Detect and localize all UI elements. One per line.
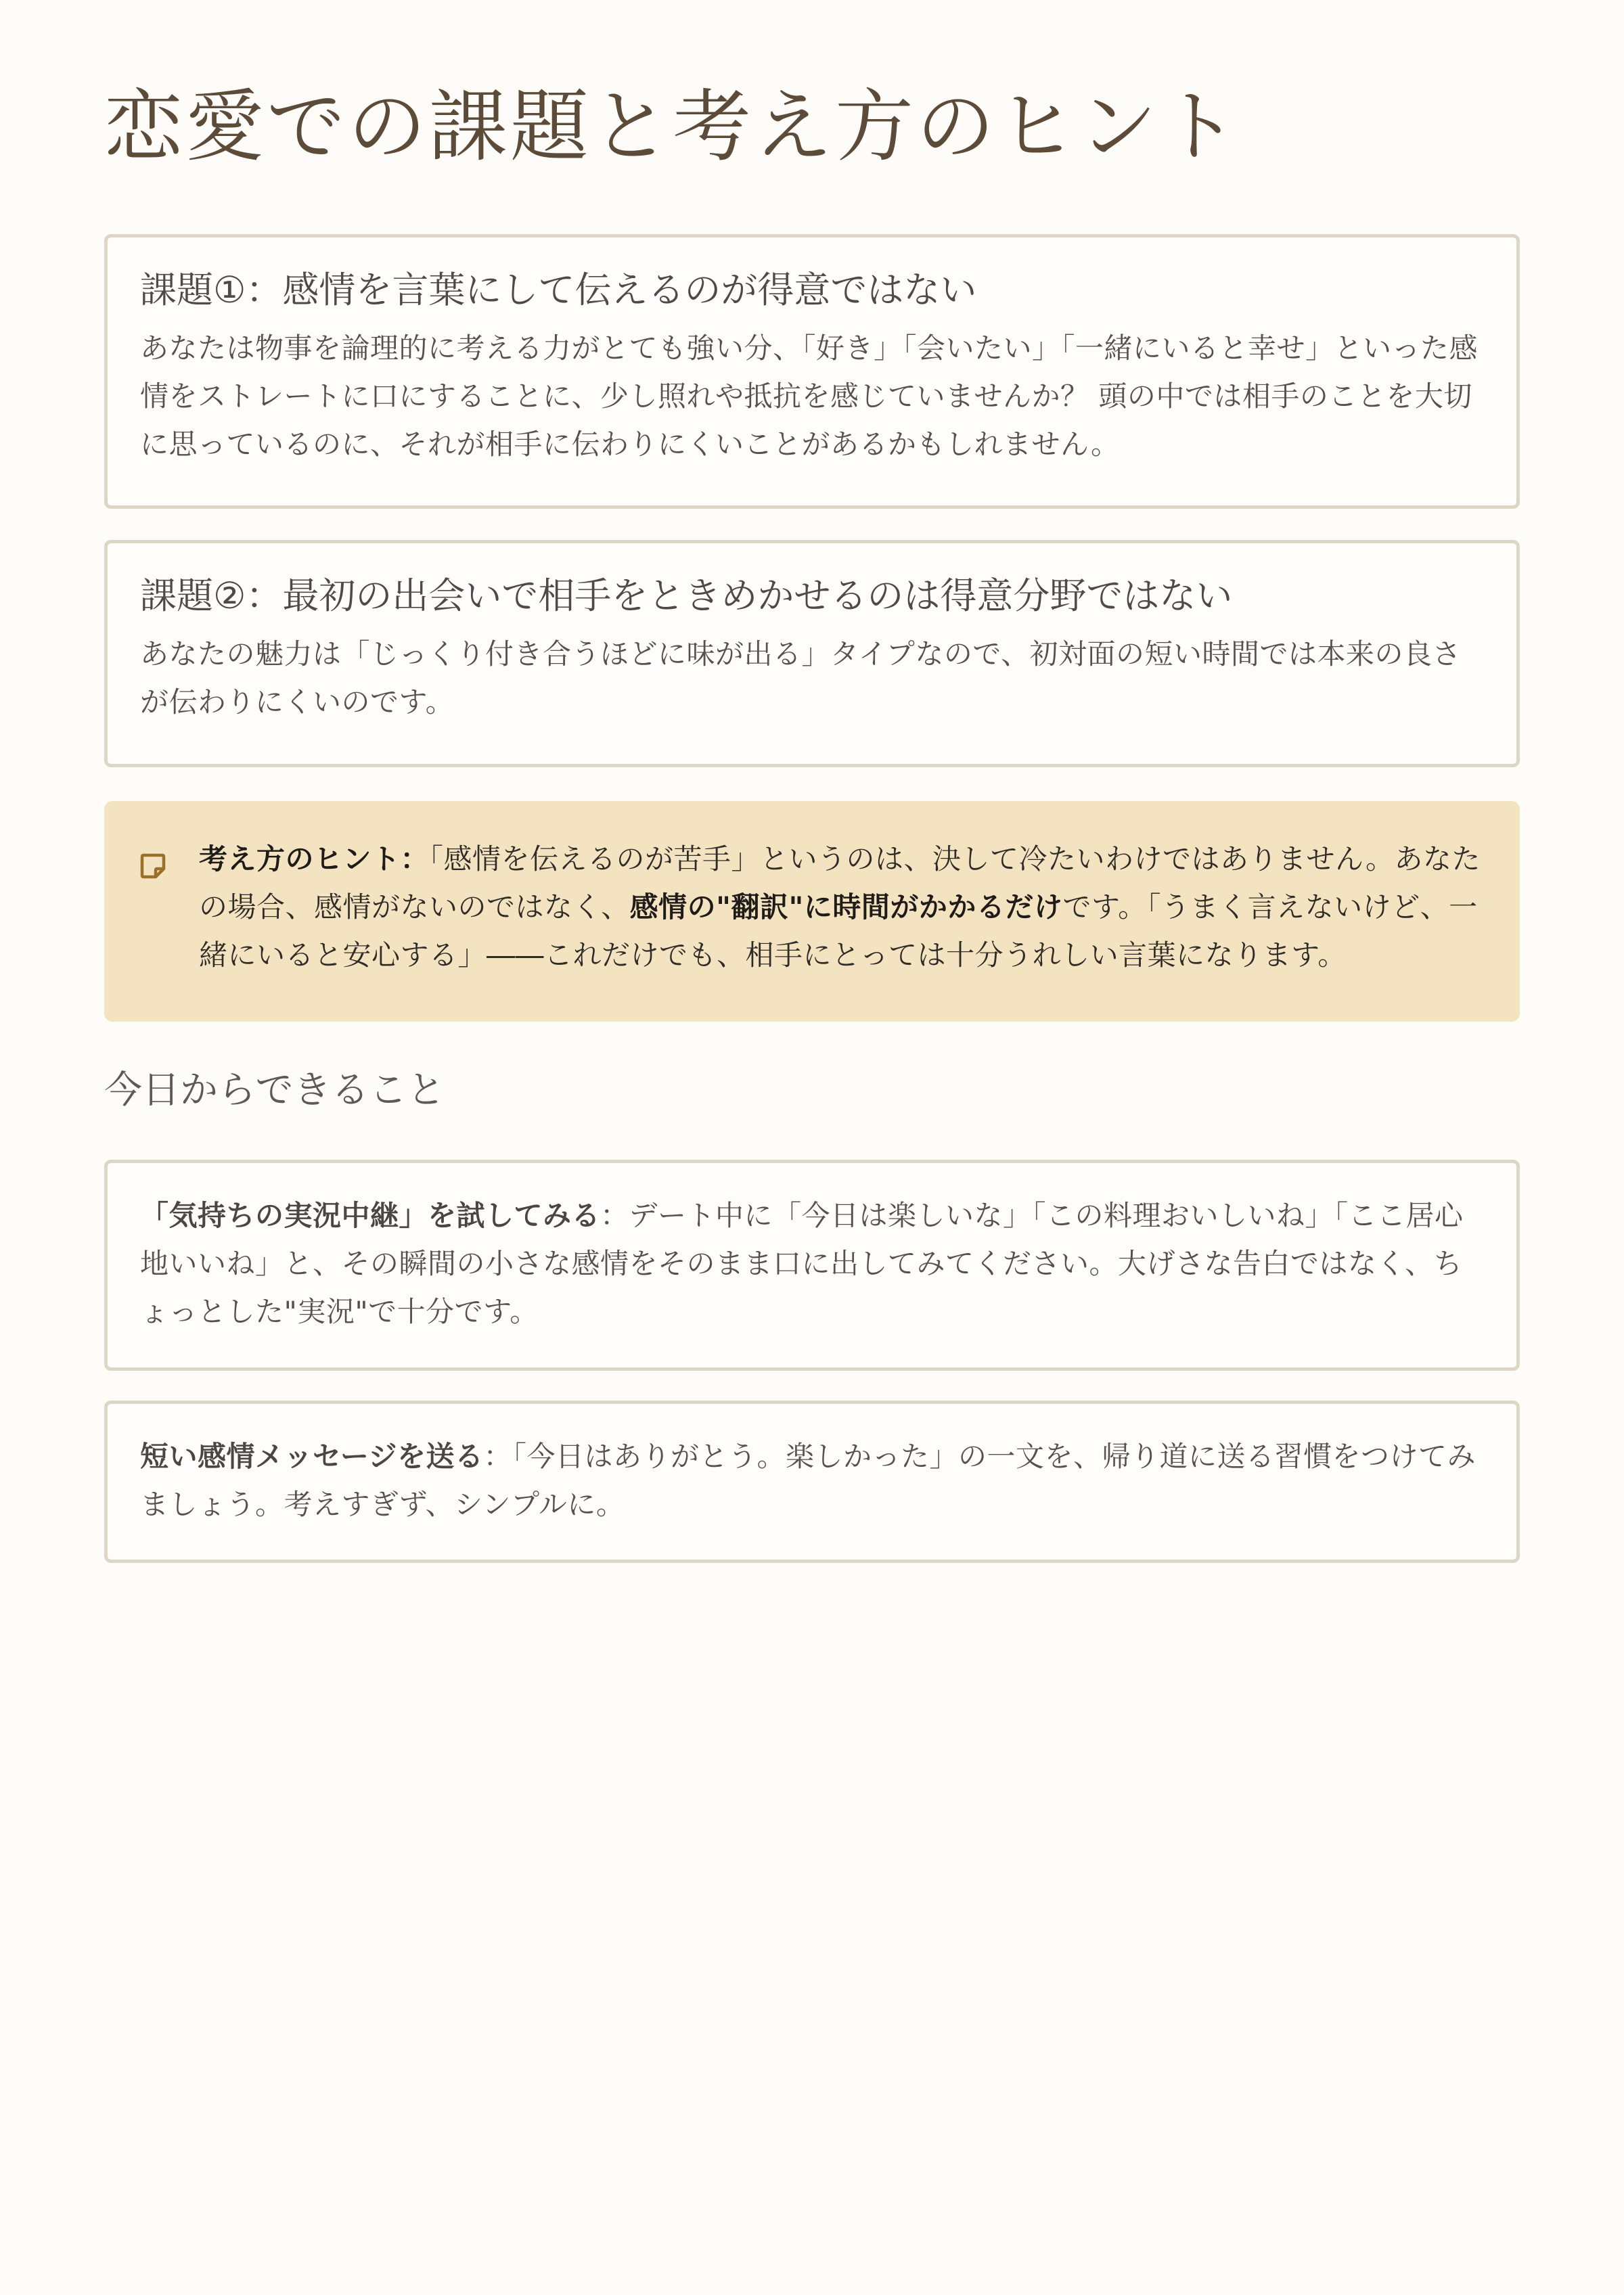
issue-card-1 (104, 234, 1520, 509)
action-card-1 (104, 1160, 1520, 1371)
hint-emphasis: 感情の"翻訳"に時間がかかるだけ (629, 890, 1063, 924)
action-label: 短い感情メッセージを送る (140, 1440, 484, 1473)
action-description: 「今日はありがとう。楽しかった」の一文を、帰り道に送る習慣をつけてみましょう。考えすぎず、シンプルに。 (140, 1440, 1476, 1521)
action-separator: ： (483, 1440, 512, 1473)
note-icon (139, 853, 166, 880)
hint-label: 考え方のヒント： (199, 842, 430, 876)
issue-body: あなたの魅力は「じっくり付き合うほどに味が出る」タイプなので、初対面の短い時間では本来の良さが伝わりにくいのです。 (140, 637, 1462, 719)
issue-body: あなたは物事を論理的に考える力がとても強い分、「好き」「会いたい」「一緒にいると幸せ」といった感情をストレートに口にすることに、少し照れや抵抗を感じていませんか？ 頭の中では相手のことを大切に思っているのに、それが相手に伝わりにくいことがあるかもしれません。 (140, 332, 1479, 461)
hint-text-part: です。「うまく言えないけど、一緒にいると安心する」――これだけでも、相手にとっては十分うれしい言葉になります。 (199, 890, 1478, 972)
action-text (140, 1191, 1484, 1336)
action-card-2 (104, 1401, 1520, 1563)
issue-card-2 (104, 540, 1520, 767)
hint-callout (104, 801, 1520, 1022)
hint-text-part: 「感情を伝えるのが苦手」というのは、決して冷たいわけではありません。あなたの場合、感情がないのではなく、 (199, 842, 1481, 924)
action-separator: ： (600, 1199, 629, 1232)
issue-title: 課題②：最初の出会いで相手をときめかせるのは得意分野ではない (140, 574, 1233, 617)
action-label: 「気持ちの実況中継」を試してみる (140, 1199, 601, 1232)
hint-text (199, 835, 1487, 979)
action-description: デート中に「今日は楽しいな」「この料理おいしいね」「ここ居心地いいね」と、その瞬間の小さな感情をそのまま口に出してみてください。大げさな告白ではなく、ちょっとした"実況"で十分です。 (140, 1199, 1464, 1328)
actions-heading: 今日からできること (104, 1068, 445, 1112)
issue-title: 課題①：感情を言葉にして伝えるのが得意ではない (140, 269, 977, 311)
action-text (140, 1432, 1484, 1528)
page-title: 恋愛での課題と考え方のヒント (104, 81, 1241, 173)
